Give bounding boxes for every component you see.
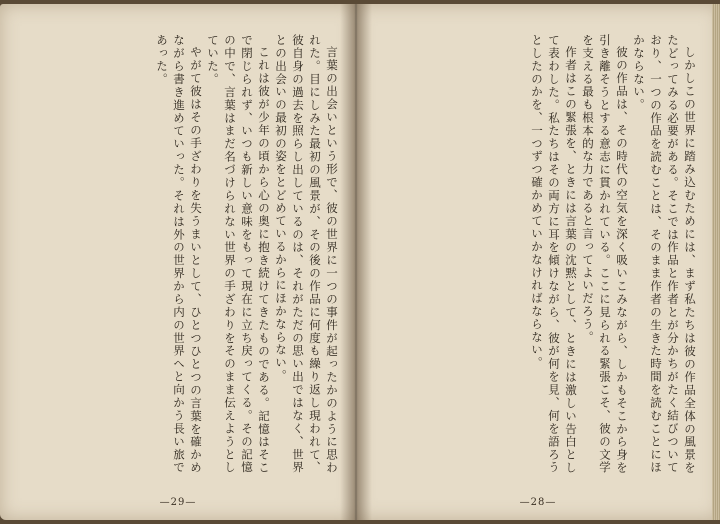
left-paragraph-1: 言葉の出会いという形で、彼の世界に一つの事件が起ったかのように思われた。目にしみた最初の風景が、その後の作品に何度も繰り返し現われて、彼自身の過去を照らし出しているのは、それがただの思い出ではなく、世界との出会いの最初の姿をとどめているからにほかならない。 [274,34,339,474]
right-paragraph-2: 彼の作品は、その時代の空気を深く吸いこみながら、しかもそこから身を引き離そうとする意志に貫かれている。ここに見られる緊張こそ、彼の文学を支える最も根本的な力であると言ってよいだろう。 [581,34,629,474]
right-page-text [376,34,698,474]
left-paragraph-3: やがて彼はその手ざわりを失うまいとして、ひとつひとつの言葉を確かめながら書き進めていった。それは外の世界から内の世界へと向かう長い旅であった。 [155,34,203,474]
page-edges [712,4,720,520]
right-page-number: —28— [519,497,557,508]
left-paragraph-2: これは彼が少年の頃から心の奥に抱き続けてきたものである。記憶はそこで閉じられず、いつも新しい意味をもって現在に立ち戻ってくる。その記憶の中で、言葉はまだ名づけられない世界の手ざわりをそのまま伝えようとしていた。 [206,34,271,474]
right-paragraph-3: 作者はこの緊張を、ときには言葉の沈黙として、ときには激しい告白として表わした。私たちはその両方に耳を傾けながら、彼が何を見、何を語ろうとしたのかを、一つずつ確かめていかなければならない。 [530,34,578,474]
left-page [0,4,356,520]
right-paragraph-1: しかしこの世界に踏み込むためには、まず私たちは彼の作品全体の風景をたどってみる必要がある。そこでは作品と作者とが分かちがたく結びついており、一つの作品を読むことは、そのまま作者の生きた時間を読むことにほかならない。 [632,34,697,474]
left-page-text [22,34,340,474]
left-page-number: —29— [159,497,197,508]
right-page [356,4,720,520]
